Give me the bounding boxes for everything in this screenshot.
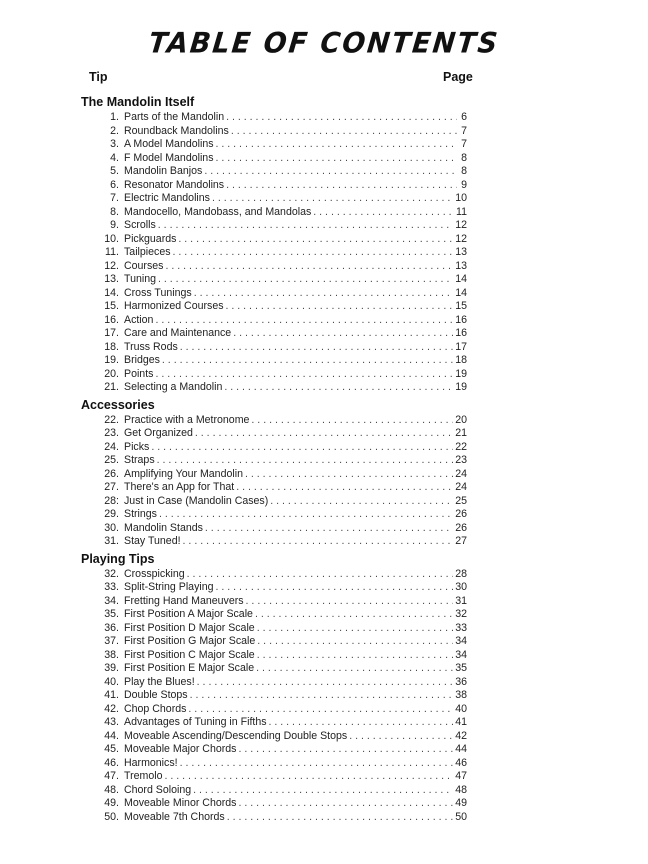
tip-title: First Position G Major Scale <box>124 635 256 647</box>
page-number: 35 <box>455 662 467 674</box>
toc-entry[interactable] <box>81 703 467 717</box>
toc-entry[interactable] <box>81 784 467 798</box>
tip-title: Scrolls <box>124 219 156 231</box>
dot-leader <box>180 341 453 355</box>
dot-leader <box>269 716 454 730</box>
tip-title: Tailpieces <box>124 246 171 258</box>
page-number: 36 <box>455 675 467 688</box>
dot-leader <box>270 495 453 509</box>
page-number: 26 <box>455 521 467 534</box>
page-number: 50 <box>455 810 467 823</box>
dot-leader <box>227 811 454 825</box>
tip-number: 12. <box>104 259 119 272</box>
table-of-contents <box>81 94 467 824</box>
page-number: 19 <box>455 381 467 393</box>
dot-leader <box>212 192 453 206</box>
page-number: 20 <box>455 413 467 426</box>
toc-entry[interactable] <box>81 689 467 703</box>
tip-title: Mandocello, Mandobass, and Mandolas <box>124 205 312 218</box>
tip-number: 26. <box>104 467 119 480</box>
tip-number: 15. <box>104 300 119 312</box>
tip-title: Harmonized Courses <box>124 300 224 312</box>
tip-number: 43. <box>104 716 119 728</box>
tip-title: Harmonics! <box>124 756 178 769</box>
page-number: 30 <box>455 581 467 593</box>
toc-entry[interactable] <box>81 454 467 468</box>
toc-entry[interactable] <box>81 125 467 139</box>
dot-leader <box>178 233 453 247</box>
tip-title: Courses <box>124 259 164 272</box>
tip-number: 35. <box>104 608 119 620</box>
tip-number: 28: <box>104 494 119 507</box>
tip-number: 25. <box>104 454 119 466</box>
tip-title: There's an App for That <box>124 481 235 493</box>
dot-leader <box>155 314 453 328</box>
toc-entry[interactable] <box>81 414 467 428</box>
tip-number: 6. <box>110 178 119 191</box>
tip-title: Action <box>124 313 154 326</box>
dot-leader <box>158 273 453 287</box>
tip-title: Double Stops <box>124 689 188 701</box>
tip-title: Roundback Mandolins <box>124 124 229 137</box>
page-number: 47 <box>455 770 467 782</box>
tip-number: 41. <box>104 689 119 701</box>
page-number: 26 <box>455 508 467 520</box>
toc-entry[interactable] <box>81 635 467 649</box>
page-number: 31 <box>455 594 467 607</box>
page-number: 28 <box>455 567 467 580</box>
toc-entry[interactable] <box>81 152 467 166</box>
toc-entry[interactable] <box>81 287 467 301</box>
page-number: 48 <box>455 783 467 796</box>
tip-title: Mandolin Banjos <box>124 165 203 177</box>
page-number: 46 <box>455 756 467 769</box>
tip-title: Get Organized <box>124 427 193 439</box>
tip-title: Crosspicking <box>124 567 185 580</box>
tip-title: Advantages of Tuning in Fifths <box>124 716 267 728</box>
tip-title: Stay Tuned! <box>124 535 181 547</box>
tip-title: Parts of the Mandolin <box>124 111 225 123</box>
dot-leader <box>151 441 453 455</box>
dot-leader <box>231 125 457 139</box>
toc-entry[interactable] <box>81 757 467 771</box>
column-header-tip: Tip <box>89 70 108 84</box>
column-header-page: Page <box>443 70 473 84</box>
tip-title: Pickguards <box>124 232 177 245</box>
page-number: 34 <box>455 648 467 661</box>
dot-leader <box>238 797 453 811</box>
page-number: 34 <box>455 635 467 647</box>
page-number: 22 <box>455 440 467 453</box>
tip-number: 29. <box>104 508 119 520</box>
tip-number: 2. <box>110 124 119 137</box>
dot-leader <box>165 260 453 274</box>
tip-number: 50. <box>104 810 119 823</box>
section-heading: Accessories <box>81 397 155 412</box>
toc-entry[interactable] <box>81 179 467 193</box>
tip-title: Amplifying Your Mandolin <box>124 467 243 480</box>
toc-entry[interactable] <box>81 797 467 811</box>
dot-leader <box>224 381 453 395</box>
toc-section <box>81 94 467 395</box>
tip-number: 11. <box>105 246 119 258</box>
dot-leader <box>246 595 454 609</box>
tip-number: 4. <box>110 151 119 164</box>
tip-title: Electric Mandolins <box>124 192 210 204</box>
toc-entry[interactable] <box>81 441 467 455</box>
dot-leader <box>233 327 453 341</box>
dot-leader <box>187 568 454 582</box>
toc-entry[interactable] <box>81 427 467 441</box>
dot-leader <box>157 454 454 468</box>
tip-number: 31. <box>104 535 119 547</box>
tip-number: 47. <box>104 770 119 782</box>
dot-leader <box>188 703 453 717</box>
page-number: 40 <box>455 702 467 715</box>
tip-number: 17. <box>104 327 119 339</box>
toc-section <box>81 397 467 549</box>
toc-entry[interactable] <box>81 535 467 549</box>
tip-number: 18. <box>104 340 119 353</box>
dot-leader <box>158 219 453 233</box>
page-number: 14 <box>455 286 467 299</box>
page-number: 19 <box>455 367 467 380</box>
dot-leader <box>257 635 453 649</box>
dot-leader <box>173 246 454 260</box>
page-number: 8 <box>461 165 467 177</box>
tip-number: 16. <box>104 313 119 326</box>
toc-entry[interactable] <box>81 716 467 730</box>
tip-title: Chop Chords <box>124 702 187 715</box>
toc-entry[interactable] <box>81 468 467 482</box>
page-number: 24 <box>455 481 467 493</box>
tip-title: First Position C Major Scale <box>124 648 255 661</box>
dot-leader <box>349 730 453 744</box>
page-number: 25 <box>455 494 467 507</box>
toc-entry[interactable] <box>81 341 467 355</box>
tip-title: First Position D Major Scale <box>124 621 255 634</box>
toc-entry[interactable] <box>81 260 467 274</box>
tip-number: 39. <box>104 662 119 674</box>
toc-entry[interactable] <box>81 354 467 368</box>
page-number: 12 <box>455 219 467 231</box>
tip-title: Tuning <box>124 273 156 285</box>
tip-number: 21. <box>104 381 119 393</box>
page-number: 24 <box>455 467 467 480</box>
tip-title: Moveable Major Chords <box>124 743 237 755</box>
tip-title: Truss Rods <box>124 340 178 353</box>
toc-entry[interactable] <box>81 327 467 341</box>
dot-leader <box>216 581 454 595</box>
tip-number: 13. <box>104 273 119 285</box>
page-title: TABLE OF CONTENTS <box>147 27 501 60</box>
tip-number: 46. <box>104 756 119 769</box>
dot-leader <box>204 165 457 179</box>
page-number: 17 <box>455 340 467 353</box>
tip-title: Care and Maintenance <box>124 327 232 339</box>
toc-entry[interactable] <box>81 622 467 636</box>
tip-number: 3. <box>110 138 119 150</box>
tip-title: Points <box>124 367 154 380</box>
dot-leader <box>194 287 453 301</box>
tip-number: 27. <box>104 481 119 493</box>
toc-entry[interactable] <box>81 608 467 622</box>
toc-entry[interactable] <box>81 314 467 328</box>
tip-title: Play the Blues! <box>124 675 195 688</box>
toc-entry[interactable] <box>81 662 467 676</box>
dot-leader <box>226 300 454 314</box>
page-number: 23 <box>455 454 467 466</box>
dot-leader <box>216 138 457 152</box>
dot-leader <box>226 111 457 125</box>
toc-entry[interactable] <box>81 568 467 582</box>
page-number: 16 <box>455 327 467 339</box>
dot-leader <box>226 179 457 193</box>
tip-title: Just in Case (Mandolin Cases) <box>124 494 269 507</box>
dot-leader <box>236 481 453 495</box>
tip-number: 1. <box>110 111 119 123</box>
toc-entry[interactable] <box>81 730 467 744</box>
toc-entry[interactable] <box>81 206 467 220</box>
toc-entry[interactable] <box>81 300 467 314</box>
page-number: 18 <box>455 354 467 366</box>
tip-number: 36. <box>104 621 119 634</box>
tip-title: Cross Tunings <box>124 286 192 299</box>
page-number: 11 <box>456 205 467 218</box>
toc-entry[interactable] <box>81 522 467 536</box>
dot-leader <box>164 770 453 784</box>
tip-title: Resonator Mandolins <box>124 178 225 191</box>
page-number: 21 <box>455 427 467 439</box>
tip-number: 49. <box>104 797 119 809</box>
dot-leader <box>195 427 453 441</box>
tip-number: 14. <box>104 286 119 299</box>
dot-leader <box>216 152 458 166</box>
toc-entry[interactable] <box>81 481 467 495</box>
toc-entry[interactable] <box>81 508 467 522</box>
dot-leader <box>313 206 454 220</box>
section-heading: The Mandolin Itself <box>81 95 195 109</box>
page-number: 6 <box>461 111 467 123</box>
tip-number: 40. <box>104 675 119 688</box>
page-number: 27 <box>455 535 467 547</box>
toc-entry[interactable] <box>81 595 467 609</box>
dot-leader <box>257 622 454 636</box>
tip-number: 24. <box>104 440 119 453</box>
tip-title: Selecting a Mandolin <box>124 381 223 393</box>
page-number: 10 <box>455 192 467 204</box>
page-number: 41 <box>455 716 467 728</box>
tip-number: 34. <box>104 594 119 607</box>
tip-title: Moveable 7th Chords <box>124 810 225 823</box>
page-number: 15 <box>455 300 467 312</box>
dot-leader <box>180 757 454 771</box>
toc-entry[interactable] <box>81 368 467 382</box>
tip-number: 48. <box>104 783 119 796</box>
dot-leader <box>245 468 453 482</box>
page-number: 12 <box>455 232 467 245</box>
tip-number: 23. <box>104 427 119 439</box>
tip-title: Tremolo <box>124 770 163 782</box>
dot-leader <box>238 743 453 757</box>
dot-leader <box>205 522 453 536</box>
tip-title: Moveable Ascending/Descending Double Stops <box>124 729 348 742</box>
page-number: 16 <box>455 313 467 326</box>
page-number: 8 <box>461 151 467 164</box>
page-number: 44 <box>455 743 467 755</box>
tip-title: Practice with a Metronome <box>124 413 250 426</box>
dot-leader <box>256 662 453 676</box>
toc-entry[interactable] <box>81 743 467 757</box>
dot-leader <box>183 535 454 549</box>
tip-number: 37. <box>104 635 119 647</box>
page-number: 13 <box>455 246 467 258</box>
dot-leader <box>197 676 454 690</box>
tip-title: Fretting Hand Maneuvers <box>124 594 244 607</box>
dot-leader <box>251 414 453 428</box>
tip-number: 5. <box>110 165 119 177</box>
tip-title: Bridges <box>124 354 160 366</box>
dot-leader <box>190 689 454 703</box>
toc-entry[interactable] <box>81 770 467 784</box>
page-number: 14 <box>455 273 467 285</box>
toc-entry[interactable] <box>81 165 467 179</box>
tip-title: Straps <box>124 454 155 466</box>
toc-entry[interactable] <box>81 676 467 690</box>
tip-number: 45. <box>104 743 119 755</box>
page-number: 9 <box>461 178 467 191</box>
toc-entry[interactable] <box>81 138 467 152</box>
toc-entry[interactable] <box>81 219 467 233</box>
dot-leader <box>257 649 454 663</box>
tip-number: 44. <box>104 729 119 742</box>
dot-leader <box>155 368 453 382</box>
toc-entry[interactable] <box>81 192 467 206</box>
tip-title: Picks <box>124 440 150 453</box>
page-number: 32 <box>455 608 467 620</box>
dot-leader <box>255 608 453 622</box>
tip-number: 10. <box>104 232 119 245</box>
tip-number: 42. <box>104 702 119 715</box>
tip-title: F Model Mandolins <box>124 151 214 164</box>
toc-entry[interactable] <box>81 273 467 287</box>
toc-entry[interactable] <box>81 649 467 663</box>
tip-title: Mandolin Stands <box>124 521 203 534</box>
page-number: 7 <box>461 138 467 150</box>
tip-title: Moveable Minor Chords <box>124 797 237 809</box>
tip-number: 7. <box>110 192 119 204</box>
tip-number: 33. <box>104 581 119 593</box>
tip-title: First Position A Major Scale <box>124 608 253 620</box>
tip-title: First Position E Major Scale <box>124 662 255 674</box>
section-heading: Playing Tips <box>81 551 155 566</box>
toc-entry[interactable] <box>81 381 467 395</box>
tip-number: 19. <box>104 354 119 366</box>
toc-entry[interactable] <box>81 495 467 509</box>
toc-entry[interactable] <box>81 581 467 595</box>
tip-title: Split-String Playing <box>124 581 214 593</box>
tip-number: 30. <box>104 521 119 534</box>
dot-leader <box>159 508 453 522</box>
page-number: 13 <box>455 259 467 272</box>
toc-entry[interactable] <box>81 246 467 260</box>
page-number: 49 <box>455 797 467 809</box>
dot-leader <box>162 354 453 368</box>
tip-number: 8. <box>110 205 119 218</box>
tip-number: 32. <box>104 567 119 580</box>
tip-title: Strings <box>124 508 157 520</box>
tip-number: 38. <box>104 648 119 661</box>
page-number: 7 <box>461 124 467 137</box>
dot-leader <box>193 784 453 798</box>
page-number: 42 <box>455 729 467 742</box>
tip-title: Chord Soloing <box>124 783 192 796</box>
toc-entry[interactable] <box>81 811 467 825</box>
tip-number: 9. <box>110 219 119 231</box>
toc-section <box>81 551 467 825</box>
tip-title: A Model Mandolins <box>124 138 214 150</box>
tip-number: 20. <box>104 367 119 380</box>
toc-entry[interactable] <box>81 111 467 125</box>
tip-number: 22. <box>104 413 119 426</box>
page-number: 33 <box>455 621 467 634</box>
toc-entry[interactable] <box>81 233 467 247</box>
page-number: 38 <box>455 689 467 701</box>
